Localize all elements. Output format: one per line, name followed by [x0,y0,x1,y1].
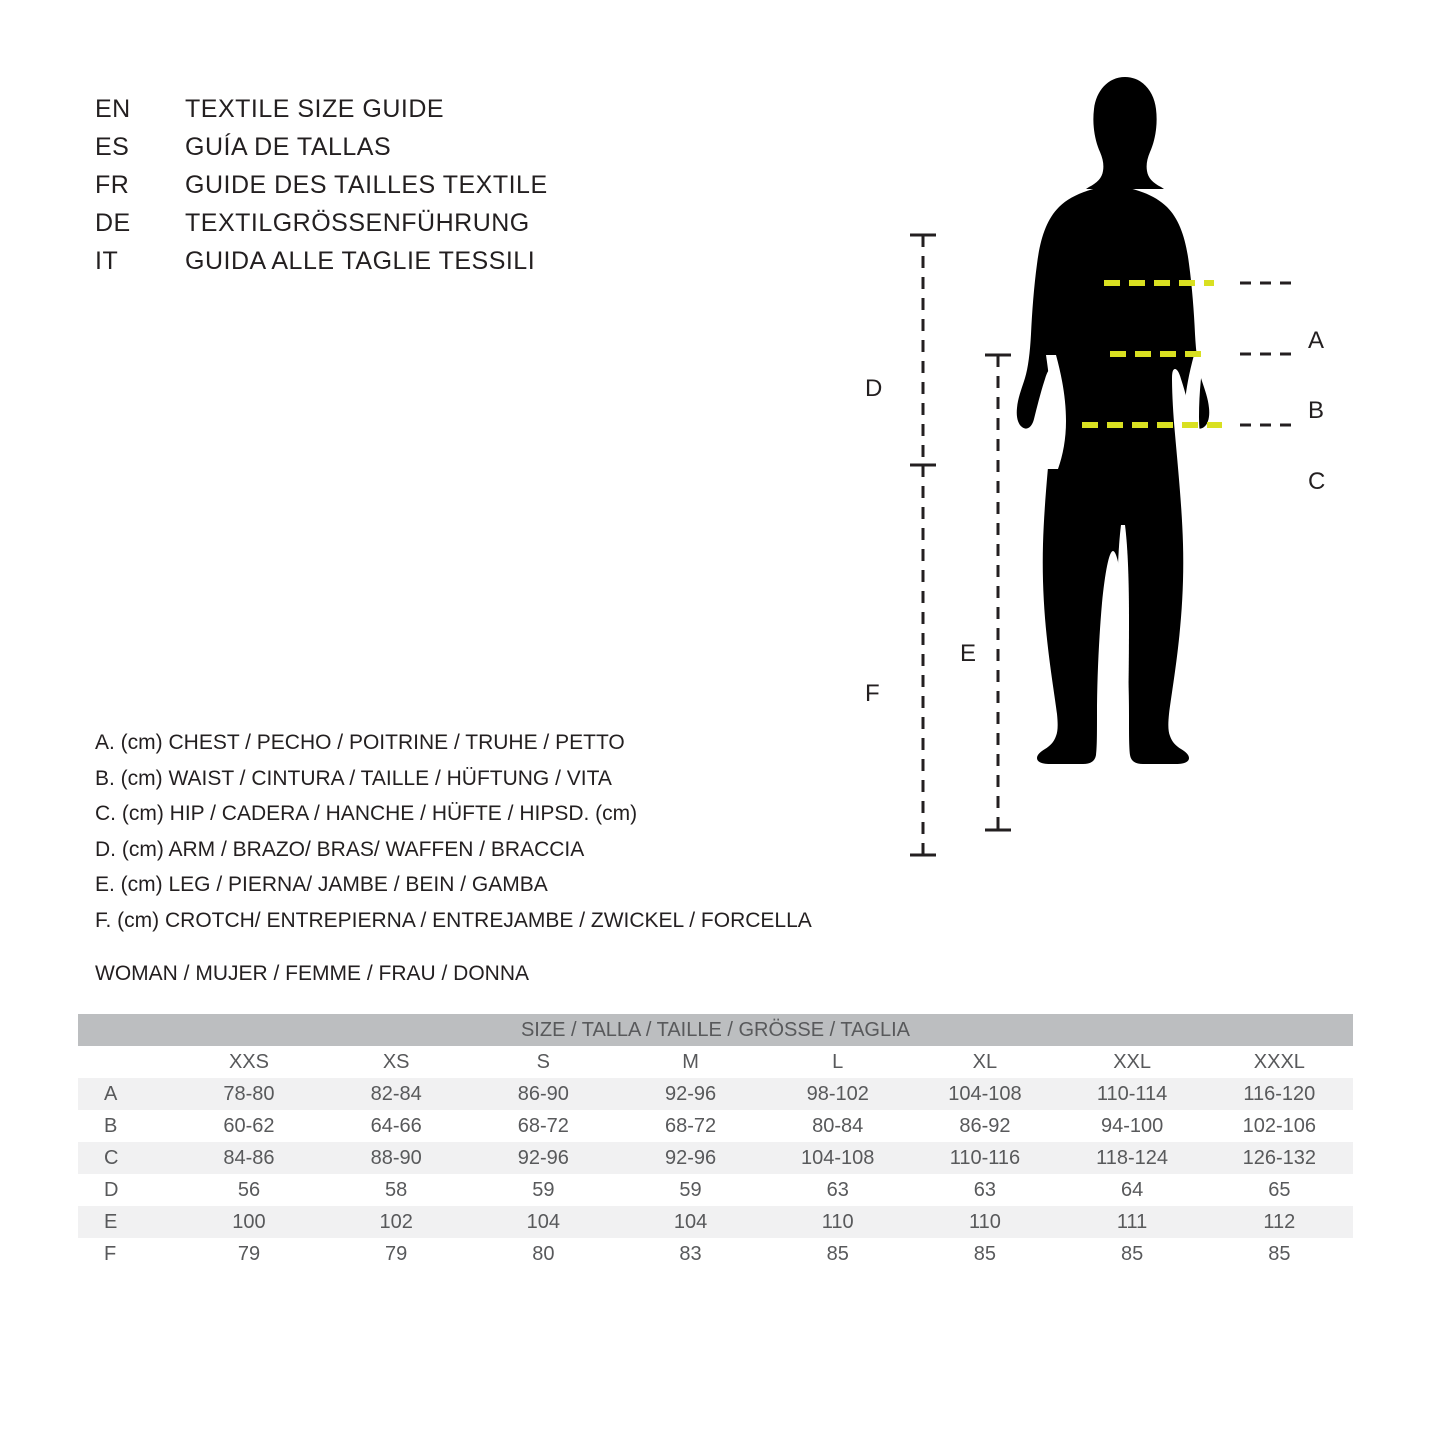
cell-b-xl: 86-92 [911,1110,1058,1142]
cell-a-xxl: 110-114 [1059,1078,1206,1110]
table-header-xxxl: XXXL [1206,1046,1353,1078]
row-label-e: E [78,1206,175,1238]
title-row-en [95,95,795,133]
row-label-f: F [78,1238,175,1270]
marker-label-a: A [1308,327,1325,354]
cell-b-m: 68-72 [617,1110,764,1142]
table-header-s: S [470,1046,617,1078]
legend-row-f: F. (cm) CROTCH/ ENTREPIERNA / ENTREJAMBE / ZWICKEL / FORCELLA [95,908,812,932]
cell-f-xs: 79 [323,1238,470,1270]
title-lang-fr: FR [95,171,130,199]
table-band-row [78,1014,1353,1046]
table-row [78,1110,1353,1142]
row-label-a: A [78,1078,175,1110]
cell-e-xxxl: 112 [1206,1206,1353,1238]
cell-d-l: 63 [764,1174,911,1206]
legend-block [95,725,915,938]
table-band-label: SIZE / TALLA / TAILLE / GRÖSSE / TAGLIA [78,1014,1353,1046]
title-row-fr [95,171,795,209]
cell-f-l: 85 [764,1238,911,1270]
cell-a-xs: 82-84 [323,1078,470,1110]
table-row [78,1206,1353,1238]
cell-e-xs: 102 [323,1206,470,1238]
table-header-corner [78,1046,175,1078]
cell-f-s: 80 [470,1238,617,1270]
title-lang-es: ES [95,133,130,161]
cell-b-xxl: 94-100 [1059,1110,1206,1142]
title-row-it [95,247,795,285]
cell-d-xl: 63 [911,1174,1058,1206]
cell-f-xxxl: 85 [1206,1238,1353,1270]
cell-c-s: 92-96 [470,1142,617,1174]
cell-a-s: 86-90 [470,1078,617,1110]
cell-c-xxl: 118-124 [1059,1142,1206,1174]
cell-f-xl: 85 [911,1238,1058,1270]
cell-c-xl: 110-116 [911,1142,1058,1174]
cell-c-l: 104-108 [764,1142,911,1174]
cell-e-xxl: 111 [1059,1206,1206,1238]
marker-label-e: E [960,640,977,667]
cell-c-xxs: 84-86 [175,1142,322,1174]
cell-b-s: 68-72 [470,1110,617,1142]
cell-f-xxl: 85 [1059,1238,1206,1270]
legend-row-c: C. (cm) HIP / CADERA / HANCHE / HÜFTE / HIPSD. (cm) [95,802,638,825]
row-label-d: D [78,1174,175,1206]
legend-row-d: D. (cm) ARM / BRAZO/ BRAS/ WAFFEN / BRACCIA [95,837,585,861]
cell-b-xxxl: 102-106 [1206,1110,1353,1142]
table-header-xl: XL [911,1046,1058,1078]
marker-label-f: F [865,680,880,707]
title-lang-de: DE [95,209,131,237]
cell-c-xs: 88-90 [323,1142,470,1174]
cell-a-xxxl: 116-120 [1206,1078,1353,1110]
table-header-xs: XS [323,1046,470,1078]
size-table-wrap [78,1014,1353,1270]
title-text-it: GUIDA ALLE TAGLIE TESSILI [185,247,536,275]
cell-e-l: 110 [764,1206,911,1238]
marker-leader-lines [1240,283,1300,425]
table-header-row [78,1046,1353,1078]
cell-d-xxxl: 65 [1206,1174,1353,1206]
title-text-es: GUÍA DE TALLAS [185,133,392,161]
cell-d-s: 59 [470,1174,617,1206]
cell-b-l: 80-84 [764,1110,911,1142]
title-text-en: TEXTILE SIZE GUIDE [185,95,445,123]
cell-d-xs: 58 [323,1174,470,1206]
table-row [78,1238,1353,1270]
title-row-es [95,133,795,171]
cell-e-xl: 110 [911,1206,1058,1238]
table-header-l: L [764,1046,911,1078]
title-text-fr: GUIDE DES TAILLES TEXTILE [185,171,548,199]
marker-label-c: C [1308,468,1326,495]
size-table [78,1014,1353,1270]
legend-row-a: A. (cm) CHEST / PECHO / POITRINE / TRUHE / PETTO [95,731,625,754]
cell-a-l: 98-102 [764,1078,911,1110]
legend-row-e: E. (cm) LEG / PIERNA/ JAMBE / BEIN / GAMBA [95,873,548,896]
cell-a-m: 92-96 [617,1078,764,1110]
cell-f-m: 83 [617,1238,764,1270]
cell-d-xxl: 64 [1059,1174,1206,1206]
title-lang-it: IT [95,247,119,275]
row-label-c: C [78,1142,175,1174]
title-lang-en: EN [95,95,131,123]
table-row [78,1142,1353,1174]
row-label-b: B [78,1110,175,1142]
table-header-xxs: XXS [175,1046,322,1078]
cell-d-m: 59 [617,1174,764,1206]
table-header-xxl: XXL [1059,1046,1206,1078]
cell-e-s: 104 [470,1206,617,1238]
marker-label-d: D [865,375,883,402]
cell-b-xxs: 60-62 [175,1110,322,1142]
group-label: WOMAN / MUJER / FEMME / FRAU / DONNA [95,962,529,985]
legend-row-b: B. (cm) WAIST / CINTURA / TAILLE / HÜFTUNG / VITA [95,766,612,790]
table-row [78,1078,1353,1110]
cell-c-xxxl: 126-132 [1206,1142,1353,1174]
cell-a-xxs: 78-80 [175,1078,322,1110]
marker-label-b: B [1308,397,1325,424]
table-header-m: M [617,1046,764,1078]
dimension-bracket-e [985,355,1011,830]
cell-b-xs: 64-66 [323,1110,470,1142]
woman-silhouette-shape [1017,77,1210,833]
cell-f-xxs: 79 [175,1238,322,1270]
cell-a-xl: 104-108 [911,1078,1058,1110]
title-block [95,95,795,285]
title-text-de: TEXTILGRÖSSENFÜHRUNG [185,209,530,237]
cell-d-xxs: 56 [175,1174,322,1206]
cell-c-m: 92-96 [617,1142,764,1174]
cell-e-m: 104 [617,1206,764,1238]
cell-e-xxs: 100 [175,1206,322,1238]
table-row [78,1174,1353,1206]
title-row-de [95,209,795,247]
